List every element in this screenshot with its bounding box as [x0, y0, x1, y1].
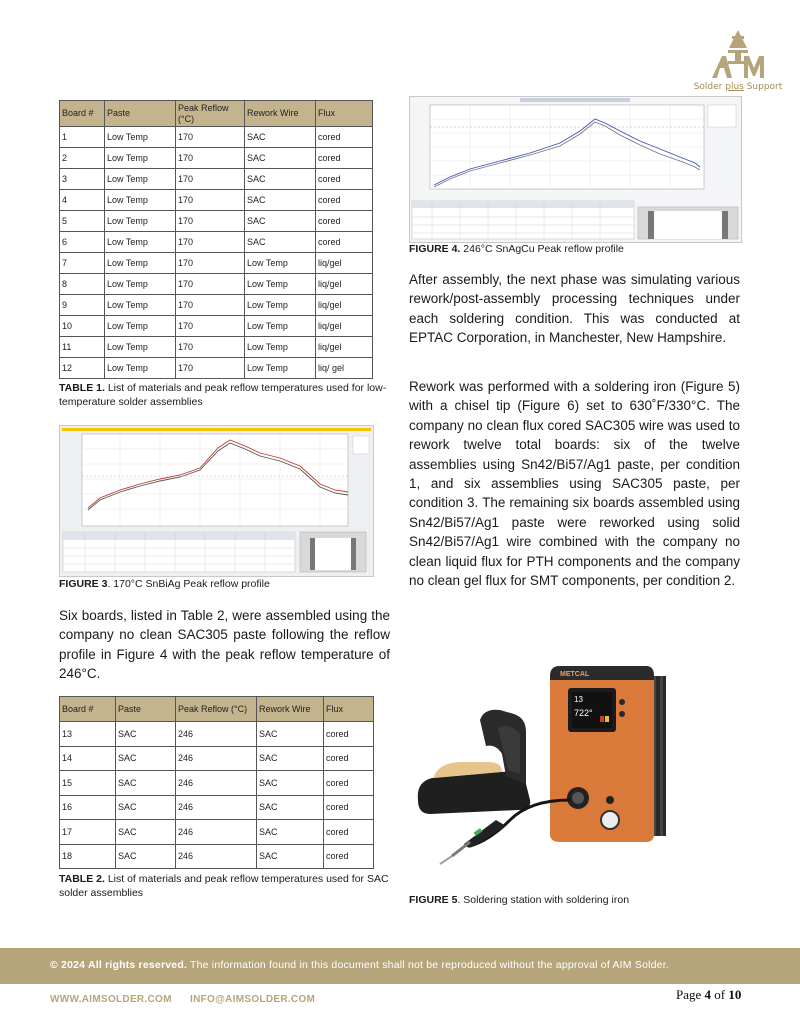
- table-row: [60, 253, 373, 274]
- figure-5-caption: FIGURE 5. Soldering station with soldering iron: [409, 894, 630, 906]
- table-row: [60, 771, 374, 796]
- table-cell: Low Temp: [105, 232, 176, 253]
- table-1-low-temp: [59, 100, 373, 379]
- table-row: [60, 337, 373, 358]
- table-cell: SAC: [245, 148, 316, 169]
- table-2-sac: [59, 696, 374, 869]
- table-body: [60, 722, 374, 869]
- table-row: [60, 820, 374, 845]
- table-cell: SAC: [245, 232, 316, 253]
- table-cell: cored: [324, 820, 374, 845]
- table-cell: liq/gel: [316, 274, 373, 295]
- figure-3-reflow-profile-screenshot: [59, 425, 374, 577]
- table-cell: 246: [176, 771, 257, 796]
- paragraph-after-assembly: After assembly, the next phase was simulating various rework/post-assembly processing techniques under each soldering condition. This was conducted at EPTAC Corporation, in Manchester, New Hampshire.: [409, 272, 740, 346]
- table-row: [60, 358, 373, 379]
- table-1-caption: TABLE 1. List of materials and peak reflow temperatures used for low-temperature solder assemblies: [59, 382, 387, 408]
- table-cell: Low Temp: [105, 211, 176, 232]
- table-cell: cored: [316, 190, 373, 211]
- figure-3-caption: FIGURE 3. 170°C SnBiAg Peak reflow profile: [59, 578, 270, 590]
- table-cell: 14: [60, 746, 116, 771]
- table-cell: cored: [324, 722, 374, 747]
- table-cell: 170: [176, 127, 245, 148]
- table-cell: 170: [176, 253, 245, 274]
- table-row: [60, 795, 374, 820]
- table-row: [60, 148, 373, 169]
- reflow-profile-chart-image: [60, 426, 373, 576]
- footer-copyright-band: [0, 948, 800, 984]
- table-cell: 170: [176, 337, 245, 358]
- logo-tagline: Solder plus Support: [693, 82, 783, 92]
- page-number: Page 4 of 10: [676, 987, 742, 1002]
- table-cell: 246: [176, 746, 257, 771]
- table-cell: Low Temp: [245, 337, 316, 358]
- table-cell: SAC: [116, 844, 176, 869]
- column-header: Peak Reflow (°C): [176, 101, 245, 127]
- table-cell: SAC: [245, 127, 316, 148]
- table-cell: cored: [316, 211, 373, 232]
- table-cell: SAC: [116, 771, 176, 796]
- table-cell: 170: [176, 295, 245, 316]
- figure-5-soldering-station-photo: [410, 650, 670, 880]
- email-link[interactable]: INFO@AIMSOLDER.COM: [190, 994, 316, 1005]
- table-cell: SAC: [257, 771, 324, 796]
- table-cell: SAC: [245, 190, 316, 211]
- figure-4-reflow-profile-screenshot: [409, 96, 742, 243]
- table-cell: Low Temp: [105, 337, 176, 358]
- column-header: Flux: [316, 101, 373, 127]
- table-cell: Low Temp: [245, 358, 316, 379]
- table-cell: 10: [60, 316, 105, 337]
- aim-logo-mark-icon: [708, 28, 768, 80]
- table-cell: 12: [60, 358, 105, 379]
- table-cell: cored: [316, 148, 373, 169]
- table-cell: cored: [316, 127, 373, 148]
- column-header: Rework Wire: [245, 101, 316, 127]
- column-header: Paste: [116, 697, 176, 722]
- column-header: Board #: [60, 697, 116, 722]
- table-cell: 15: [60, 771, 116, 796]
- table-cell: 170: [176, 211, 245, 232]
- table-cell: 170: [176, 190, 245, 211]
- table-row: [60, 127, 373, 148]
- table-cell: SAC: [245, 169, 316, 190]
- table-row: [60, 211, 373, 232]
- table-cell: 4: [60, 190, 105, 211]
- table-cell: 246: [176, 795, 257, 820]
- table-cell: liq/gel: [316, 337, 373, 358]
- table-cell: SAC: [116, 820, 176, 845]
- table-cell: 13: [60, 722, 116, 747]
- table-row: [60, 295, 373, 316]
- table-cell: liq/gel: [316, 253, 373, 274]
- aim-solder-logo: [688, 28, 788, 98]
- table-cell: 11: [60, 337, 105, 358]
- table-cell: 246: [176, 844, 257, 869]
- table-row: [60, 232, 373, 253]
- table-row: [60, 844, 374, 869]
- table-cell: Low Temp: [245, 253, 316, 274]
- table-cell: 170: [176, 316, 245, 337]
- station-brand-label: METCAL: [560, 671, 590, 678]
- column-header: Paste: [105, 101, 176, 127]
- website-link[interactable]: WWW.AIMSOLDER.COM: [50, 994, 172, 1005]
- table-cell: SAC: [257, 795, 324, 820]
- table-row: [60, 316, 373, 337]
- table-cell: cored: [324, 746, 374, 771]
- column-header: Rework Wire: [257, 697, 324, 722]
- table-cell: Low Temp: [105, 148, 176, 169]
- table-cell: Low Temp: [105, 295, 176, 316]
- display-channel: 13: [574, 695, 583, 704]
- column-header: Board #: [60, 101, 105, 127]
- table-row: [60, 169, 373, 190]
- table-cell: SAC: [257, 746, 324, 771]
- paragraph-rework: Rework was performed with a soldering iron (Figure 5) with a chisel tip (Figure 6) set to 630˚F/330°C. The company no clean flux cored SAC305 wire was used to rework twelve total boards: six of the twelve assemblies using Sn42/Bi57/Ag1 paste, per condition 1, and six assemblies using SAC305 paste, per condition 3. The remaining six boards assembled using Sn42/Bi57/Ag1 paste were reworked using solid Sn42/Bi57/Ag1 wire combined with the company no clean liquid flux for PTH components and the company no clean gel flux for SMT components, per condition 2.: [409, 379, 740, 589]
- table-cell: 170: [176, 148, 245, 169]
- table-cell: Low Temp: [245, 295, 316, 316]
- table-cell: SAC: [245, 211, 316, 232]
- table-cell: 8: [60, 274, 105, 295]
- table-cell: SAC: [257, 844, 324, 869]
- table-cell: 246: [176, 722, 257, 747]
- table-cell: cored: [324, 795, 374, 820]
- copyright-notice: © 2024 All rights reserved. The information found in this document shall not be reproduced without the approval of AIM Solder.: [50, 959, 669, 971]
- table-cell: 1: [60, 127, 105, 148]
- table-cell: 18: [60, 844, 116, 869]
- table-cell: Low Temp: [245, 274, 316, 295]
- soldering-station-image: [410, 650, 670, 880]
- table-body: [60, 127, 373, 379]
- table-cell: 2: [60, 148, 105, 169]
- table-cell: 170: [176, 274, 245, 295]
- table-row: [60, 274, 373, 295]
- table-cell: SAC: [116, 746, 176, 771]
- reflow-profile-chart-image: [410, 97, 741, 242]
- table-row: [60, 190, 373, 211]
- table-cell: 16: [60, 795, 116, 820]
- table-cell: 5: [60, 211, 105, 232]
- table-cell: Low Temp: [105, 253, 176, 274]
- table-cell: liq/gel: [316, 295, 373, 316]
- table-cell: SAC: [257, 820, 324, 845]
- table-cell: cored: [316, 232, 373, 253]
- table-cell: cored: [324, 771, 374, 796]
- table-cell: 6: [60, 232, 105, 253]
- table-cell: cored: [324, 844, 374, 869]
- table-cell: Low Temp: [105, 169, 176, 190]
- column-header: Flux: [324, 697, 374, 722]
- table-cell: 170: [176, 358, 245, 379]
- table-cell: 7: [60, 253, 105, 274]
- table-cell: Low Temp: [105, 316, 176, 337]
- table-cell: Low Temp: [105, 190, 176, 211]
- table-cell: SAC: [116, 795, 176, 820]
- table-cell: 246: [176, 820, 257, 845]
- display-temperature: 722°: [574, 708, 593, 718]
- table-cell: SAC: [257, 722, 324, 747]
- table-cell: 170: [176, 232, 245, 253]
- table-cell: 170: [176, 169, 245, 190]
- table-row: [60, 746, 374, 771]
- table-cell: Low Temp: [105, 358, 176, 379]
- table-cell: 9: [60, 295, 105, 316]
- table-2-caption: TABLE 2. List of materials and peak reflow temperatures used for SAC solder assemblies: [59, 873, 389, 899]
- table-cell: Low Temp: [245, 316, 316, 337]
- table-cell: SAC: [116, 722, 176, 747]
- table-cell: liq/ gel: [316, 358, 373, 379]
- table-cell: Low Temp: [105, 274, 176, 295]
- column-header: Peak Reflow (°C): [176, 697, 257, 722]
- figure-4-caption: FIGURE 4. 246°C SnAgCu Peak reflow profile: [409, 243, 624, 255]
- table-cell: Low Temp: [105, 127, 176, 148]
- paragraph-six-boards: Six boards, listed in Table 2, were assembled using the company no clean SAC305 paste following the reflow profile in Figure 4 with the peak reflow temperature of 246°C.: [59, 608, 390, 682]
- table-cell: 17: [60, 820, 116, 845]
- table-cell: liq/gel: [316, 316, 373, 337]
- table-row: [60, 722, 374, 747]
- table-cell: cored: [316, 169, 373, 190]
- table-cell: 3: [60, 169, 105, 190]
